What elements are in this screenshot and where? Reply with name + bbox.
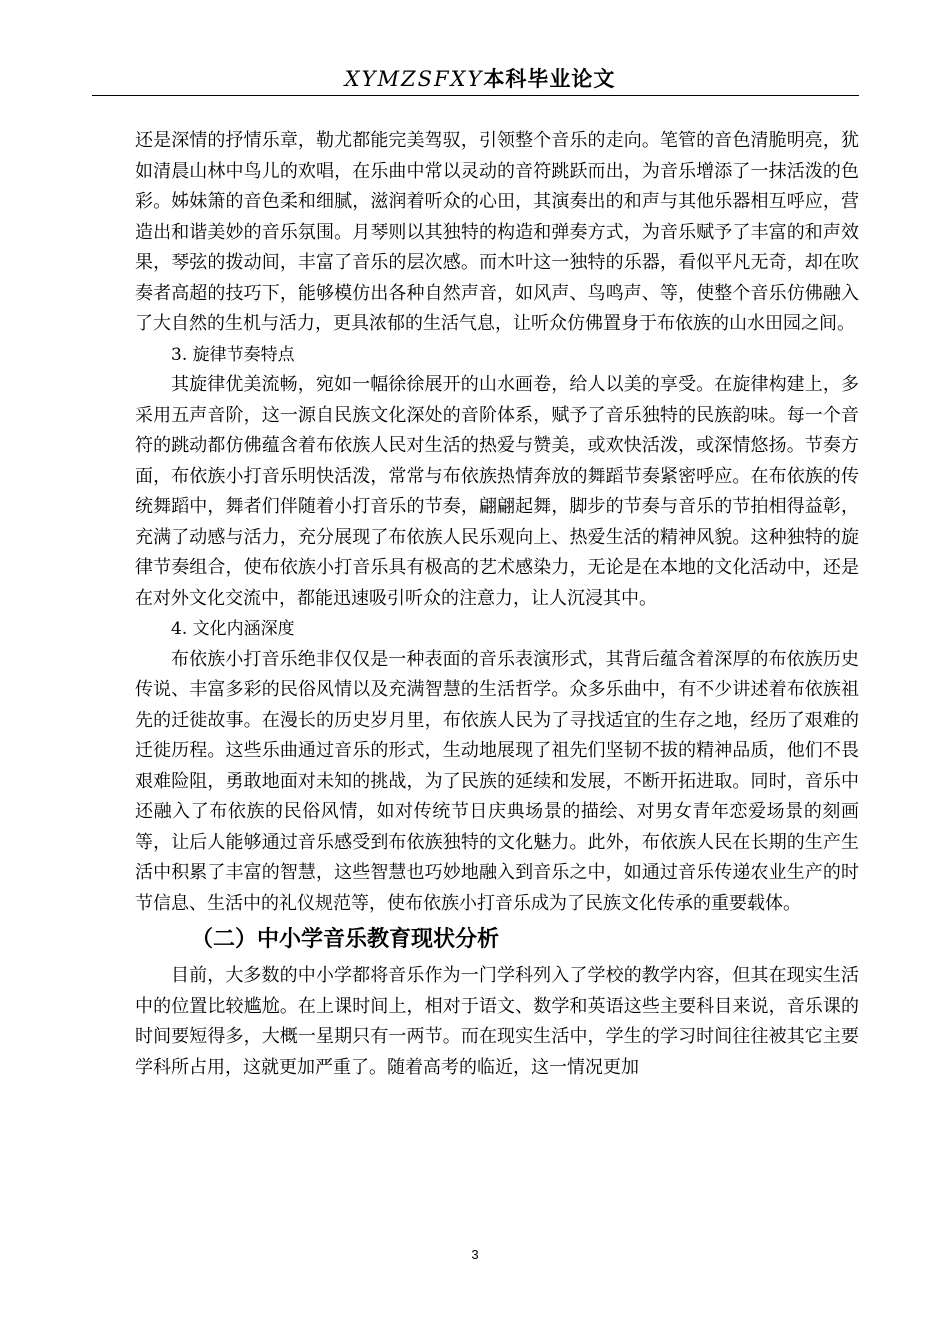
subheading-cultural-depth: 4. 文化内涵深度 (171, 619, 295, 639)
paragraph-instruments-continued: 还是深情的抒情乐章，勒尤都能完美驾驭，引领整个音乐的走向。笔管的音色清脆明亮，犹如清晨山林中鸟儿的欢唱，在乐曲中常以灵动的音符跳跃而出，为音乐增添了一抹活泼的色彩。姊妹箫的音色柔和细腻，滋润着听众的心田，其演奏出的和声与其他乐器相互呼应，营造出和谐美妙的音乐氛围。月琴则以其独特的构造和弹奏方式，为音乐赋予了丰富的和声效果，琴弦的拨动间，丰富了音乐的层次感。而木叶这一独特的乐器，看似平凡无奇，却在吹奏者高超的技巧下，能够模仿出各种自然声音，如风声、鸟鸣声、等，使整个音乐仿佛融入了大自然的生机与活力，更具浓郁的生活气息，让听众仿佛置身于布依族的山水田园之间。 (135, 130, 859, 334)
paragraph-melody-rhythm: 其旋律优美流畅，宛如一幅徐徐展开的山水画卷，给人以美的享受。在旋律构建上，多采用五声音阶，这一源自民族文化深处的音阶体系，赋予了音乐独特的民族韵味。每一个音符的跳动都仿佛蕴含着布依族人民对生活的热爱与赞美，或欢快活泼，或深情悠扬。节奏方面，布依族小打音乐明快活泼，常常与布依族热情奔放的舞蹈节奏紧密呼应。在布依族的传统舞蹈中，舞者们伴随着小打音乐的节奏，翩翩起舞，脚步的节奏与音乐的节拍相得益彰，充满了动感与活力，充分展现了布依族人民乐观向上、热爱生活的精神风貌。这种独特的旋律节奏组合，使布依族小打音乐具有极高的艺术感染力，无论是在本地的文化活动中，还是在对外文化交流中，都能迅速吸引听众的注意力，让人沉浸其中。 (135, 374, 859, 609)
subheading-melody-rhythm: 3. 旋律节奏特点 (171, 344, 295, 365)
header-title-cjk: 本科毕业论文 (483, 66, 616, 91)
section-heading-music-education: （二）中小学音乐教育现状分析 (191, 927, 500, 952)
header-divider (92, 95, 859, 96)
paragraph-cultural-depth: 布依族小打音乐绝非仅仅是一种表面的音乐表演形式，其背后蕴含着深厚的布依族历史传说、丰富多彩的民俗风情以及充满智慧的生活哲学。众多乐曲中，有不少讲述着布依族祖先的迁徙故事。在漫长的历史岁月里，布依族人民为了寻找适宜的生存之地，经历了艰难的迁徙历程。这些乐曲通过音乐的形式，生动地展现了祖先们坚韧不拔的精神品质，他们不畏艰难险阻，勇敢地面对未知的挑战，为了民族的延续和发展，不断开拓进取。同时，音乐中还融入了布依族的民俗风情，如对传统节日庆典场景的描绘、对男女青年恋爱场景的刻画等，让后人能够通过音乐感受到布依族独特的文化魅力。此外，布依族人民在长期的生产生活中积累了丰富的智慧，这些智慧也巧妙地融入到音乐之中，如通过音乐传递农业生产的时节信息、生活中的礼仪规范等，使布依族小打音乐成为了民族文化传承的重要载体。 (135, 648, 859, 914)
paragraph-music-education: 目前，大多数的中小学都将音乐作为一门学科列入了学校的教学内容，但其在现实生活中的位置比较尴尬。在上课时间上，相对于语文、数学和英语这些主要科目来说，音乐课的时间要短得多，大概一星期只有一两节。而在现实生活中，学生的学习时间往往被其它主要学科所占用，这就更加严重了。随着高考的临近，这一情况更加 (135, 965, 859, 1078)
page-number: 3 (471, 1247, 479, 1262)
page-body (135, 126, 859, 1083)
running-header (0, 64, 950, 94)
header-title-latin: XYMZSFXY (344, 67, 484, 91)
